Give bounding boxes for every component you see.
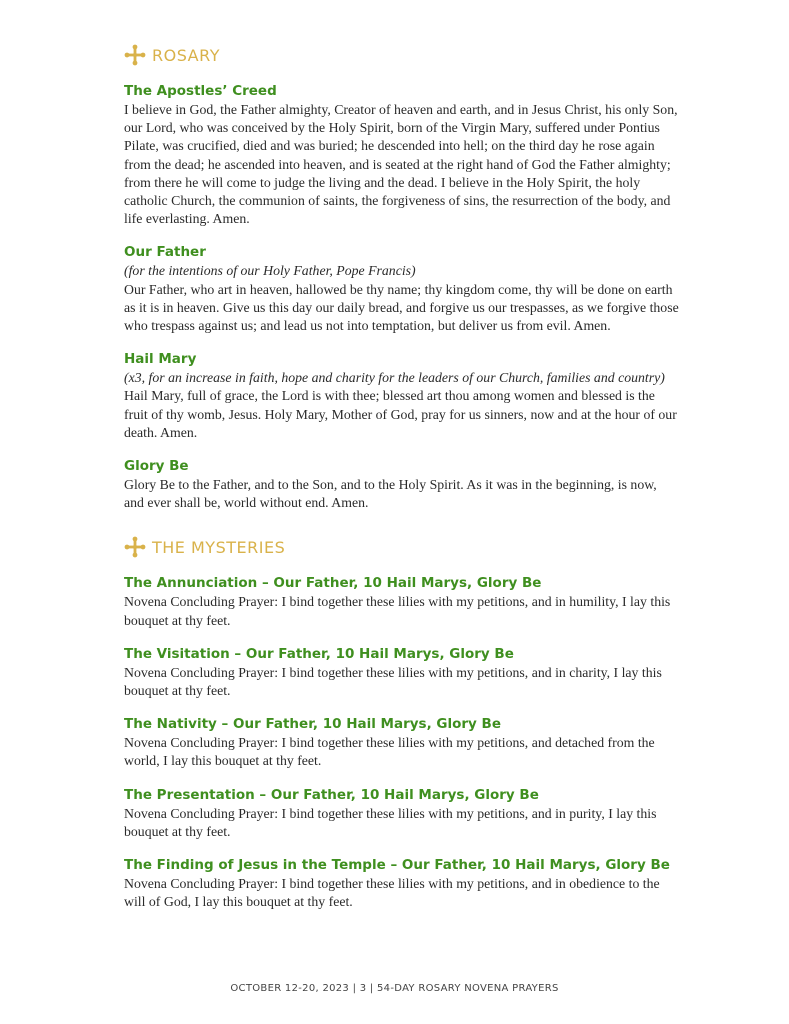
prayer-title: The Apostles’ Creed [124,83,277,99]
mystery-title: The Visitation – Our Father, 10 Hail Marys, Glory Be [124,645,514,662]
mystery-prayer-text: Novena Concluding Prayer: I bind together these lilies with my petitions, and in purity, I lay this bouquet at thy feet. [124,805,657,839]
mysteries-section [124,534,679,911]
prayer-text: Glory Be to the Father, and to the Son, and to the Holy Spirit. As it was in the beginning, is now, and ever shall be, world without end. Amen. [124,477,657,511]
mystery-visitation [124,645,679,700]
fleur-cross-icon [124,44,146,66]
rosary-section [124,42,679,512]
prayer-text: Hail Mary, full of grace, the Lord is with thee; blessed art thou among women and blessed is the fruit of thy womb, Jesus. Holy Mary, Mother of God, pray for us sinners, now and at the hour of our death. Amen. [124,388,677,440]
prayer-hail-mary [124,350,679,442]
mystery-presentation [124,786,679,841]
mystery-finding-in-temple [124,856,679,911]
prayer-text: I believe in God, the Father almighty, Creator of heaven and earth, and in Jesus Christ, his only Son, our Lord, who was conceived by the Holy Spirit, born of the Virgin Mary, suffered under Pontius Pilate, was crucified, died and was buried; he descended into hell; on the third day he rose again from the dead; he ascended into heaven, and is seated at the right hand of God the Father almighty; from there he will come to judge the living and the dead. I believe in the Holy Spirit, the holy catholic Church, the communion of saints, the forgiveness of sins, the resurrection of the body, and life everlasting. Amen. [124,102,678,227]
mystery-title: The Nativity – Our Father, 10 Hail Marys, Glory Be [124,716,502,733]
mysteries-header [124,534,679,560]
mystery-prayer-text: Novena Concluding Prayer: I bind together these lilies with my petitions, and in obedience to the will of God, I lay this bouquet at thy feet. [124,876,660,910]
prayer-our-father [124,243,679,335]
rosary-header [124,42,679,68]
prayer-text: Our Father, who art in heaven, hallowed be thy name; thy kingdom come, thy will be done on earth as it is in heaven. Give us this day our daily bread, and forgive us our trespasses, as we forgive those who trespass against us; and lead us not into temptation, but deliver us from evil. Amen. [124,281,679,334]
mystery-nativity [124,715,679,770]
prayer-title: Hail Mary [124,351,197,368]
prayer-title: Glory Be [124,458,189,475]
prayer-title: Our Father [124,244,206,261]
mystery-annunciation [124,574,679,629]
mystery-title: The Presentation – Our Father, 10 Hail Marys, Glory Be [124,786,539,803]
prayer-glory-be [124,457,679,512]
page-content [124,42,679,926]
prayer-intention-note: (for the intentions of our Holy Father, Pope Francis) [124,263,416,279]
page-footer: OCTOBER 12-20, 2023 | 3 | 54-DAY ROSARY NOVENA PRAYERS [230,983,559,994]
mystery-title: The Finding of Jesus in the Temple – Our Father, 10 Hail Marys, Glory Be [124,857,670,874]
mystery-prayer-text: Novena Concluding Prayer: I bind together these lilies with my petitions, and in humility, I lay this bouquet at thy feet. [124,594,671,628]
mystery-title: The Annunciation – Our Father, 10 Hail Marys, Glory Be [124,575,542,592]
fleur-cross-icon [124,536,146,558]
prayer-intention-note: (x3, for an increase in faith, hope and charity for the leaders of our Church, families and country) [124,370,665,386]
section-title-mysteries: THE MYSTERIES [152,537,286,557]
section-title-rosary: ROSARY [152,45,220,65]
prayer-apostles-creed [124,82,679,228]
mystery-prayer-text: Novena Concluding Prayer: I bind together these lilies with my petitions, and detached from the world, I lay this bouquet at thy feet. [124,735,655,769]
mystery-prayer-text: Novena Concluding Prayer: I bind together these lilies with my petitions, and in charity, I lay this bouquet at thy feet. [124,664,662,699]
